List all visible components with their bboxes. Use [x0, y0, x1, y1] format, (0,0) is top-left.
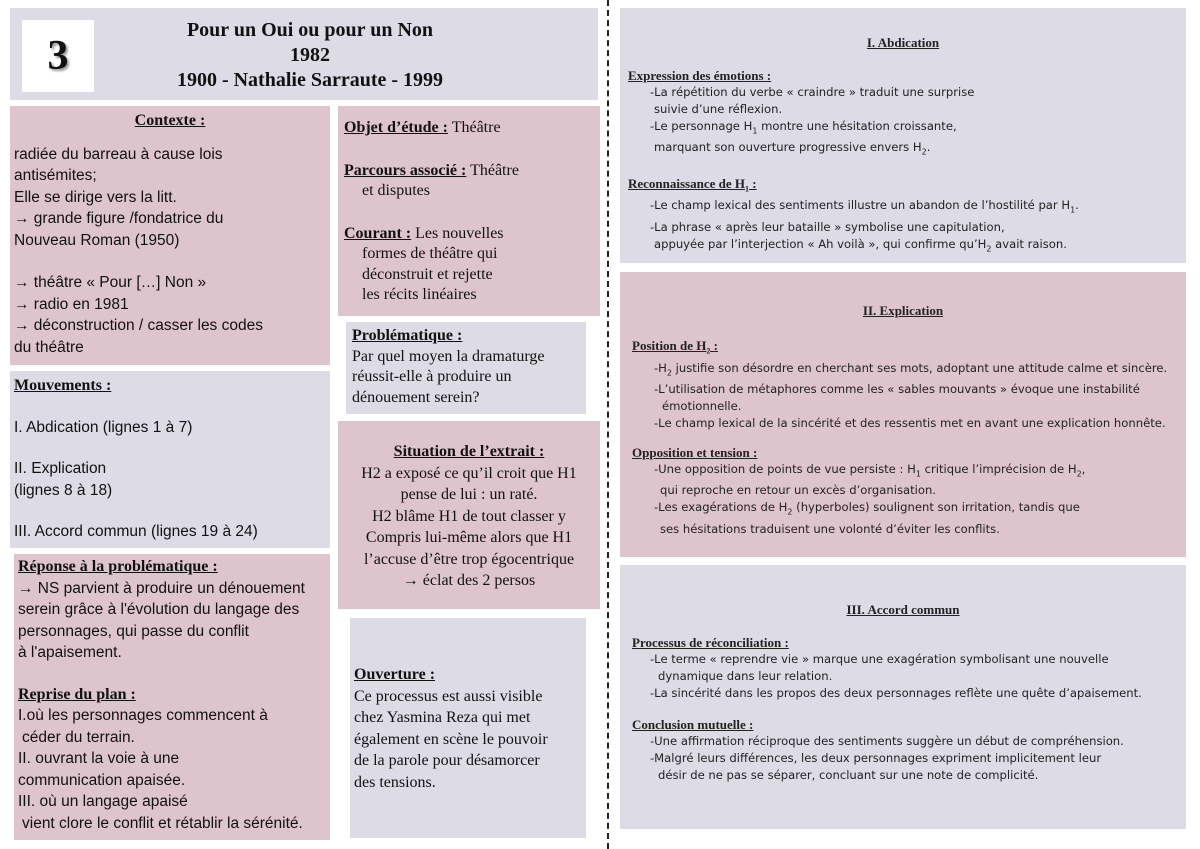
spacer	[14, 438, 326, 458]
contexte-line: Elle se dirige vers la litt.	[14, 188, 177, 206]
ouverture-line: également en scène le pouvoir	[354, 730, 548, 748]
page-divider	[607, 0, 609, 849]
spacer	[628, 51, 1178, 67]
mouvements-panel	[10, 371, 330, 548]
reponse-line: personnages, qui passe du conflit	[18, 622, 249, 640]
position-heading: Position de $H_2$ :	[632, 338, 718, 356]
part1-line: suivie d’une réflexion.	[654, 102, 783, 116]
problematique-panel	[346, 322, 586, 414]
objet-panel	[338, 106, 600, 316]
abdication-panel	[620, 8, 1186, 263]
part3-line: -La sincérité dans les propos des deux personnages reflète une quête d’apaisement.	[650, 686, 1142, 700]
opposition-heading: Opposition et tension :	[632, 444, 758, 460]
reconciliation-heading: Processus de réconciliation :	[632, 635, 789, 650]
reponse-line: serein grâce à l'évolution du langage des	[18, 601, 300, 618]
spacer	[344, 139, 594, 161]
spacer	[632, 618, 1174, 634]
reponse-panel	[14, 554, 330, 840]
ouverture-heading: Ouverture :	[354, 666, 436, 683]
problematique-line: Par quel moyen la dramaturge	[352, 347, 545, 365]
part3-line: désir de ne pas se séparer, concluant sur une note de complicité.	[658, 768, 1039, 782]
part2-line: -Une opposition de points de vue persiste : $H_1$ critique l’imprécision de $H_2$,	[654, 461, 1086, 479]
emotions-heading: Expression des émotions :	[628, 68, 772, 83]
ouverture-line: des tensions.	[354, 773, 436, 791]
contexte-line: Nouveau Roman (1950)	[14, 231, 180, 249]
header-panel	[10, 8, 598, 100]
plan-heading: Reprise du plan :	[18, 685, 136, 703]
mouvement-1: I. Abdication (lignes 1 à 7)	[14, 418, 193, 436]
part2-line: -Les exagérations de $H_2$ (hyperboles) soulignent son irritation, tandis que	[654, 500, 1080, 517]
ouverture-line: chez Yasmina Reza qui met	[354, 709, 531, 726]
part1-line: -Le personnage $H_1$ montre une hésitation croissante,	[650, 119, 957, 136]
contexte-line: antisémites;	[14, 167, 97, 184]
part2-line: $-H_2$ justifie son désordre en cherchant ses mots, adoptant une attitude calme et sincère.	[654, 360, 1168, 377]
part1-line: -La répétition du verbe « craindre » traduit une surprise	[650, 85, 975, 99]
part3-line: -Malgré leurs différences, les deux personnages expriment implicitement leur	[650, 751, 1102, 765]
part3-line: dynamique dans leur relation.	[658, 669, 833, 683]
part2-line: ses hésitations traduisent une volonté d’éviter les conflits.	[660, 521, 1000, 536]
objet-value: Théâtre	[451, 119, 501, 136]
situation-panel	[338, 421, 600, 609]
work-year: 1982	[290, 44, 330, 66]
spacer	[632, 702, 1174, 716]
sheet-number: 3	[22, 20, 94, 92]
spacer	[632, 432, 1174, 444]
spacer	[344, 202, 594, 224]
spacer	[14, 397, 326, 417]
contexte-line: → radio en 1981	[14, 295, 129, 313]
courant-line: formes de théâtre qui	[362, 245, 498, 262]
title-block	[110, 18, 510, 93]
contexte-heading: Contexte :	[134, 112, 206, 129]
parcours-row	[344, 161, 594, 182]
situation-line: → éclat des 2 persos	[402, 572, 536, 589]
problematique-line: réussit-elle à produire un	[352, 368, 512, 385]
courant-row	[344, 224, 594, 245]
work-title: Pour un Oui ou pour un Non	[186, 19, 434, 41]
situation-line: pense de lui : un raté.	[400, 486, 538, 503]
plan-line: céder du terrain.	[22, 728, 135, 746]
part2-line: -Le champ lexical de la sincérité et des ressentis met en avant une explication honnête.	[654, 415, 1166, 430]
spacer	[628, 161, 1178, 175]
ouverture-line: Ce processus est aussi visible	[354, 687, 543, 705]
contexte-panel	[10, 106, 330, 365]
parcours-label: Parcours associé :	[344, 161, 467, 179]
contexte-line: radiée du barreau à cause lois	[14, 145, 223, 163]
reponse-line: → NS parvient à produire un dénouement	[18, 579, 305, 597]
mouvement-2: II. Explication	[14, 460, 107, 477]
plan-line: communication apaisée.	[18, 771, 186, 789]
part1-line: -La phrase « après leur bataille » symbolise une capitulation,	[650, 219, 1005, 234]
part2-line: -L’utilisation de métaphores comme les « sables mouvants » évoque une instabilité	[654, 381, 1140, 396]
contexte-line: → grande figure /fondatrice du	[14, 210, 224, 227]
part3-line: -Une affirmation réciproque des sentiments suggère un début de compréhension.	[650, 734, 1124, 748]
problematique-line: dénouement serein?	[352, 388, 480, 406]
contexte-line: du théâtre	[14, 338, 84, 356]
spacer	[14, 251, 326, 272]
problematique-heading: Problématique :	[352, 327, 463, 344]
part2-line: qui reproche en retour un excès d’organisation.	[660, 483, 936, 498]
objet-label: Objet d’étude :	[344, 119, 448, 136]
part1-line: appuyée par l’interjection « Ah voilà », qui confirme $qu’H_2$ avait raison.	[654, 236, 1067, 253]
explication-panel	[620, 272, 1186, 557]
situation-line: Compris lui-même alors que H1	[365, 529, 573, 546]
reconnaissance-heading: Reconnaissance de $H_1$ :	[628, 175, 757, 194]
courant-line: déconstruit et rejette	[362, 265, 493, 283]
spacer	[14, 501, 326, 521]
mouvements-heading: Mouvements :	[14, 377, 112, 394]
plan-line: III. où un langage apaisé	[18, 793, 188, 810]
objet-row	[344, 118, 594, 139]
part2-line: émotionnelle.	[662, 398, 742, 413]
spacer	[18, 664, 326, 684]
spacer	[632, 319, 1174, 337]
part1-line: -Le champ lexical des sentiments illustre un abandon de l’hostilité par $H_1$.	[650, 198, 1079, 215]
ouverture-line: de la parole pour désamorcer	[354, 752, 540, 769]
contexte-line: → déconstruction / casser les codes	[14, 317, 263, 334]
mouvement-2-lines: (lignes 8 à 18)	[14, 481, 113, 499]
conclusion-heading: Conclusion mutuelle :	[632, 717, 754, 732]
accord-panel	[620, 565, 1186, 829]
abdication-title: I. Abdication	[866, 35, 940, 50]
courant-line: les récits linéaires	[362, 286, 477, 303]
parcours-value-2: et disputes	[362, 182, 430, 199]
courant-label: Courant :	[344, 224, 412, 242]
part3-line: -Le terme « reprendre vie » marque une exagération symbolisant une nouvelle	[650, 652, 1109, 666]
situation-line: l’accuse d’être trop égocentrique	[363, 550, 575, 568]
reponse-heading: Réponse à la problématique :	[18, 558, 218, 575]
ouverture-panel	[350, 618, 586, 838]
accord-title: III. Accord commun	[846, 602, 960, 617]
author-line: 1900 - Nathalie Sarraute - 1999	[176, 69, 444, 91]
parcours-value: Théâtre	[470, 161, 519, 179]
mouvement-3: III. Accord commun (lignes 19 à 24)	[14, 523, 258, 540]
plan-line: vient clore le conflit et rétablir la sérénité.	[22, 814, 303, 832]
courant-value: Les nouvelles	[415, 224, 504, 242]
situation-line: H2 a exposé ce qu’il croit que H1	[361, 464, 577, 482]
contexte-line: → théâtre « Pour […] Non »	[14, 274, 207, 291]
explication-title: II. Explication	[862, 303, 944, 318]
reponse-line: à l'apaisement.	[18, 644, 122, 661]
plan-line: II. ouvrant la voie à une	[18, 750, 180, 767]
situation-line: H2 blâme H1 de tout classer y	[372, 507, 566, 525]
part1-line: marquant son ouverture progressive envers $H_2$.	[654, 140, 931, 157]
situation-heading: Situation de l’extrait :	[393, 443, 545, 460]
plan-line: I.où les personnages commencent à	[18, 707, 268, 724]
